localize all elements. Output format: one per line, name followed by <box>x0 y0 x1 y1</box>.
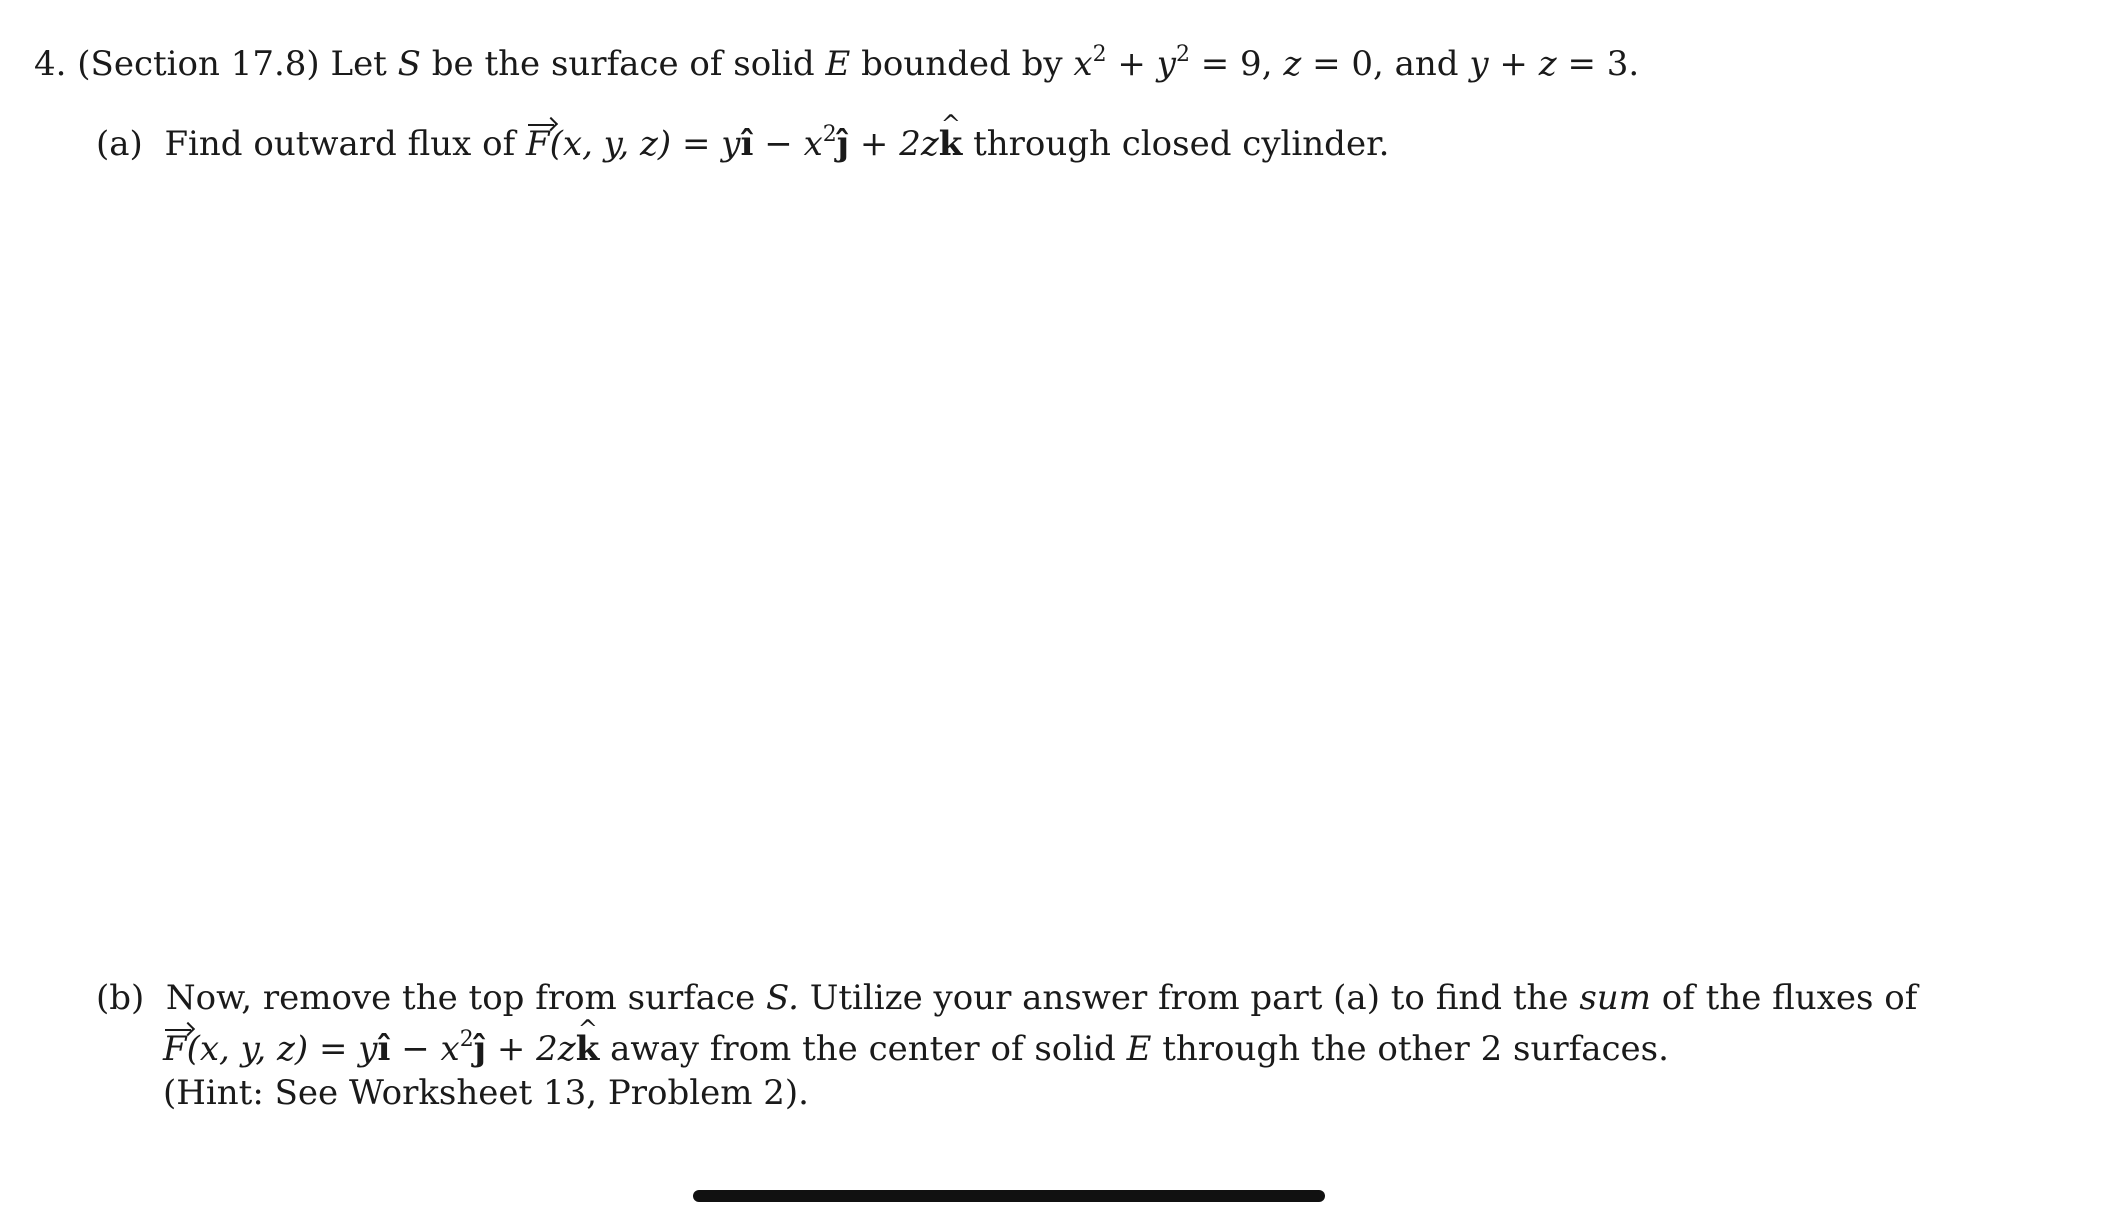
equation-plane-top: y + z = 3. <box>1469 44 1640 84</box>
emphasis-sum: sum <box>1579 978 1651 1018</box>
var-e: E <box>825 44 851 84</box>
part-b-label: (b) <box>96 978 145 1018</box>
equation-plane-bottom: z = 0, <box>1283 44 1384 84</box>
var-s: S <box>397 44 421 84</box>
vector-field-a: F(x, y, z) = yî − $x^2ĵ$ + 2z^ k <box>526 124 962 164</box>
vector-field-b: F(x, y, z) = yî − $x^2ĵ$ + 2z^ k <box>163 1029 599 1069</box>
part-a: (a) Find outward flux of F(x, y, z) = yî − $x^2ĵ$ + 2z^ k through closed cylinder. <box>96 122 1389 166</box>
home-indicator-bar[interactable] <box>693 1190 1325 1202</box>
part-a-label: (a) <box>96 124 143 164</box>
part-b-hint: (Hint: See Worksheet 13, Problem 2). <box>163 1073 809 1113</box>
part-b-line-1: (b) Now, remove the top from surface S. Utilize your answer from part (a) to find the sum of the fluxes of <box>96 978 1918 1018</box>
part-b-line-2: F(x, y, z) = yî − $x^2ĵ$ + 2z^ k away from the center of solid E through the other 2 surfaces. <box>163 1027 1669 1071</box>
problem-statement: 4. (Section 17.8) Let S be the surface of solid E bounded by $x^2 + y^2 = 9$, z = 0, and y + z = 3. <box>34 42 1640 84</box>
equation-cylinder: $x^2 + y^2 = 9$, <box>1073 42 1273 84</box>
section-reference: (Section 17.8) <box>77 44 320 84</box>
problem-number: 4. <box>34 44 67 84</box>
